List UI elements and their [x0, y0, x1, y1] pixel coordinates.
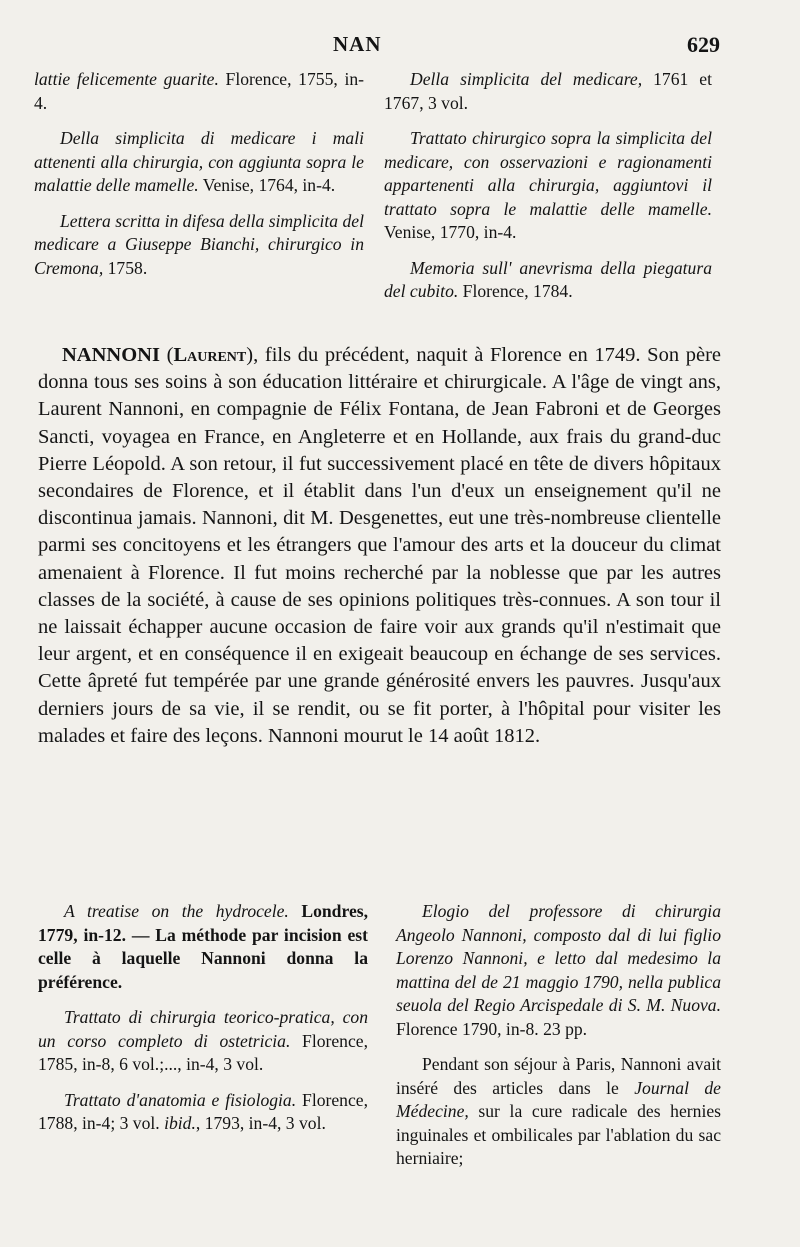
bib-ibid: ibid.	[164, 1113, 196, 1133]
bib-entry	[396, 900, 721, 1041]
bib-title: Della simplicita di medicare i mali attenenti alla chirurgia, con aggiunta sopra le malattie delle mamelle.	[34, 128, 364, 195]
biography-paragraph: NANNONI (Laurent), fils du précédent, naquit à Florence en 1749. Son père donna tous ses soins à son éducation littéraire et chirurgicale. A l'âge de vingt ans, Laurent Nannoni, en compagnie de Félix Fontana, de Jean Fabroni et de Georges Sancti, voyagea en France, en Angleterre et en Hollande, aux frais du grand-duc Pierre Léopold. A son retour, il fut successivement placé en tête de divers hôpitaux secondaires de Florence, et il établit dans l'un d'eux un enseignement qu'il ne discontinua jamais. Nannoni, dit M. Desgenettes, eut une très-nombreuse clientelle parmi ses concitoyens et les étrangers que l'amour des arts et la douceur du climat amenaient à Florence. Il fut moins recherché par la noblesse que par les autres classes de la société, à cause de ses opinions politiques très-connues. A son tour il ne laissait échapper aucune occasion de faire voir aux grands qu'il n'estimait que leur argent, et en conséquence il en exigeait beaucoup en échange de ses services. Cette âpreté fut tempérée par une grande générosité envers les pauvres. Jusqu'aux derniers jours de sa vie, il se rendit, ou se fit porter, à l'hôpital pour visiter les malades et faire des leçons. Nannoni mourut le 14 août 1812.	[38, 344, 722, 747]
bib-details: Londres, 1779, in-12. — La méthode par incision est celle à laquelle Nannoni donna la préférence.	[38, 901, 368, 992]
bib-entry	[384, 127, 712, 245]
bib-entry	[38, 1006, 368, 1077]
bib-details: Florence 1790, in-8. 23 pp.	[396, 1018, 588, 1039]
bib-title: lattie felicemente guarite.	[34, 69, 219, 89]
top-left-bibliography	[34, 68, 364, 292]
bib-entry	[384, 257, 712, 304]
note-text-cont: sur la cure radicale des hernies inguinales et ombilicales par l'ablation du sac herniaire;	[396, 1101, 721, 1168]
entry-given-name: Laurent	[173, 344, 247, 366]
bib-details: Florence, 1755, in-4.	[34, 69, 364, 113]
bib-title: Trattato d'anatomia e fisiologia.	[64, 1089, 297, 1110]
bib-title: Memoria sull' anevrisma della piegatura del cubito.	[384, 257, 712, 301]
bib-details-cont: , 1793, in-4, 3 vol.	[195, 1113, 326, 1133]
note-paragraph	[396, 1053, 721, 1171]
bib-details: Florence, 1784.	[458, 281, 573, 301]
top-right-bibliography	[384, 68, 712, 316]
bib-details: 1761 et 1767, 3 vol.	[384, 69, 712, 113]
bib-entry	[34, 210, 364, 281]
bottom-right-bibliography	[396, 900, 721, 1183]
bib-details: Venise, 1770, in-4.	[384, 222, 517, 242]
bib-title: A treatise on the hydrocele.	[64, 901, 289, 921]
bib-entry	[34, 127, 364, 198]
bib-title: Della simplicita del medicare,	[410, 69, 643, 89]
biography-text: , fils du précédent, naquit à Florence en 1749. Son père donna tous ses soins à son éducation littéraire et chirurgicale. A l'âge de vingt ans, Laurent Nannoni, en compagnie de Félix Fontana, de Jean Fabroni et de Georges Sancti, voyagea en France, en Angleterre et en Hollande, aux frais du grand-duc Pierre Léopold. A son retour, il fut successivement placé en tête de divers hôpitaux secondaires de Florence, et il établit dans l'un d'eux un enseignement qu'il ne discontinua jamais. Nannoni, dit M. Desgenettes, eut une très-nombreuse clientelle parmi ses concitoyens et les étrangers que l'amour des arts et la douceur du climat amenaient à Florence. Il fut moins recherché par la noblesse que par les autres classes de la société, à cause de ses opinions politiques très-connues. A son tour il ne laissait échapper aucune occasion de faire voir aux grands qu'il n'estimait que leur argent, et en conséquence il en exigeait beaucoup en échange de ses services. Cette âpreté fut tempérée par une grande générosité envers les pauvres. Jusqu'aux derniers jours de sa vie, il se rendit, ou se fit porter, à l'hôpital pour visiter les malades et faire des leçons. Nannoni mourut le 14 août 1812.	[38, 344, 722, 747]
bib-details: Florence, 1788, in-4; 3 vol.	[38, 1089, 368, 1133]
journal-title: Journal de Médecine,	[396, 1077, 721, 1121]
biography-article	[38, 342, 721, 750]
page-number: 629	[687, 32, 720, 57]
bib-title: Trattato di chirurgia teorico-pratica, con un corso completo di ostetricia.	[38, 1007, 368, 1051]
bib-title: Lettera scritta in difesa della simplicita del medicare a Giuseppe Bianchi, chirurgico in Cremona,	[34, 210, 364, 278]
note-text: Pendant son séjour à Paris, Nannoni avait inséré des articles dans le	[396, 1054, 721, 1098]
running-header	[38, 32, 718, 62]
bib-details: Florence, 1785, in-8, 6 vol.;..., in-4, 3 vol.	[38, 1030, 368, 1074]
bottom-left-bibliography	[38, 900, 368, 1148]
bib-entry	[38, 900, 368, 994]
header-word: NAN	[333, 32, 382, 56]
bib-entry	[384, 68, 712, 115]
bib-entry	[34, 68, 364, 115]
bib-title: Elogio del professore di chirurgia Angeolo Nannoni, composto dal di lui figlio Lorenzo Nannoni, e letto dal medesimo la mattina del de 21 maggio 1790, nella publica seuola del Regio Arcispedale di S. M. Nuova.	[396, 901, 721, 1015]
entry-surname: NANNONI	[62, 344, 160, 366]
bib-details: Venise, 1764, in-4.	[198, 175, 336, 195]
bib-details: 1758.	[103, 257, 148, 278]
bib-title: Trattato chirurgico sopra la simplicita del medicare, con osservazioni e ragionamenti appartenenti alla chirurgia, aggiuntovi il trattato sopra le malattie delle mamelle.	[384, 128, 712, 219]
bib-entry	[38, 1089, 368, 1136]
